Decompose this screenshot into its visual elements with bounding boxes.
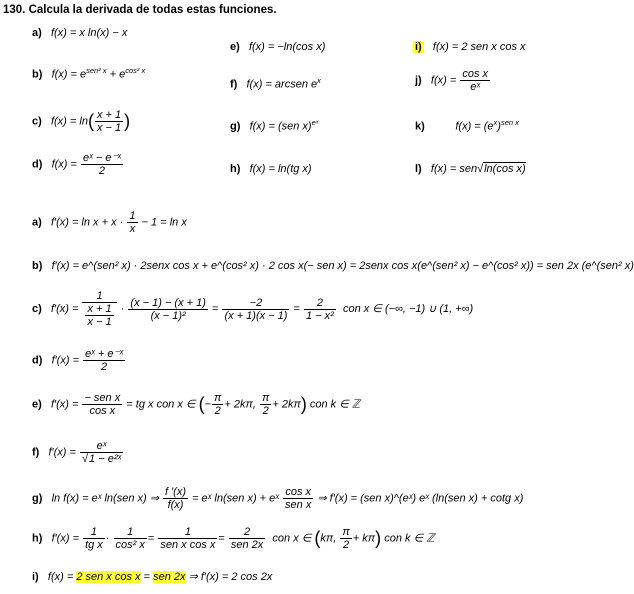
exercise-k: k) $f(x) = (e^x)^{sen x}$ — [415, 118, 519, 133]
solution-c: c) f′(x) = $\frac{1}{\frac{x + 1}{x - 1}}$ · $\frac{(x - 1) - (x + 1)}{\text{(x − 1)²}}$ = $\frac{-2}{(x + 1)(x - 1)}$ = $\frac{2}{\text{1 − x²}}$ con x ∈ (−∞, −1) ∪ (1, +∞) — [32, 290, 474, 328]
solution-i: i) f(x) = 2 sen x cos x = sen 2x ⇒ f′(x) = 2 cos 2x — [32, 571, 273, 583]
page-title: 130. Calcula la derivada de todas estas funciones. — [3, 4, 277, 16]
highlighted-result: sen 2x — [153, 571, 186, 583]
exercise-i: i) f(x) = 2 sen x cos x — [415, 41, 526, 53]
exercise-a: a) f(x) = x ln(x) − x — [32, 27, 128, 39]
solution-h: h) f′(x) = $\frac{1}{\text{tg x}}$ · $\frac{1}{\text{cos² x}}$ = $\frac{1}{\text{sen x cos x}}$ = $\frac{2}{\text{sen 2x}}$ con x ∈ (kπ, $\frac{\pi}{2}$ + kπ) con k ∈ ℤ — [32, 526, 435, 551]
solution-d: d) f′(x) = $\frac{\text{eˣ + e⁻ˣ}}{2}$ — [32, 348, 124, 373]
solution-g: g) ln f(x) = eˣ ln(sen x) ⇒ $\frac{f '(x)}{f(x)}$ = eˣ ln(sen x) + eˣ $\frac{\text{cos x}}{\text{sen x}}$ ⇒ f′(x) = (sen x)^(eˣ) eˣ (ln(sen x) + cotg x) — [32, 486, 524, 511]
exercise-e: e) f(x) = −ln(cos x) — [230, 41, 326, 53]
exercise-g: g) f(x) = (sen x)$^{eˣ}$ — [230, 118, 319, 133]
exercise-b: b) $f(x) = e^{sen^2 x} + e^{cos^2 x}$ — [32, 66, 146, 81]
solution-e: e) f′(x) = $\frac{\text{− sen x}}{\text{cos x}}$ = tg x con x ∈ (− $\frac{\pi}{2}$ + 2kπ, $\frac{\pi}{2}$ + 2kπ) con k ∈ ℤ — [32, 392, 361, 417]
solution-b: b) f′(x) = e^(sen² x) · 2senx cos x + e^(cos² x) · 2 cos x(− sen x) = 2senx cos x(e^(sen² x) − e^(cos² x)) = sen 2x (e^(sen² x) — [32, 260, 634, 272]
exercise-j: j) f(x) = $\frac{\text{cos x}}{\text{eˣ}}$ — [415, 68, 489, 93]
solution-f: f) f′(x) = $\frac{\text{eˣ}}{\text{√1 − e²ˣ}}$ — [32, 440, 122, 465]
exercise-h: h) f(x) = ln(tg x) — [230, 163, 312, 175]
highlighted-expression: 2 sen x cos x — [76, 571, 141, 583]
exercise-c: c) f(x) = ln( $\frac{x + 1}{x - 1}$ ) — [32, 109, 131, 134]
solution-a: a) f′(x) = ln x + x · $\frac{1}{x}$ − 1 = ln x — [32, 210, 187, 235]
exercise-d: d) f(x) = $\frac{\text{eˣ − e⁻ˣ}}{2}$ — [32, 152, 121, 177]
exercise-f: f) f(x) = arcsen $e^x$ — [230, 76, 321, 91]
exercise-l: l) f(x) = sen√ln(cos x) — [415, 163, 526, 175]
